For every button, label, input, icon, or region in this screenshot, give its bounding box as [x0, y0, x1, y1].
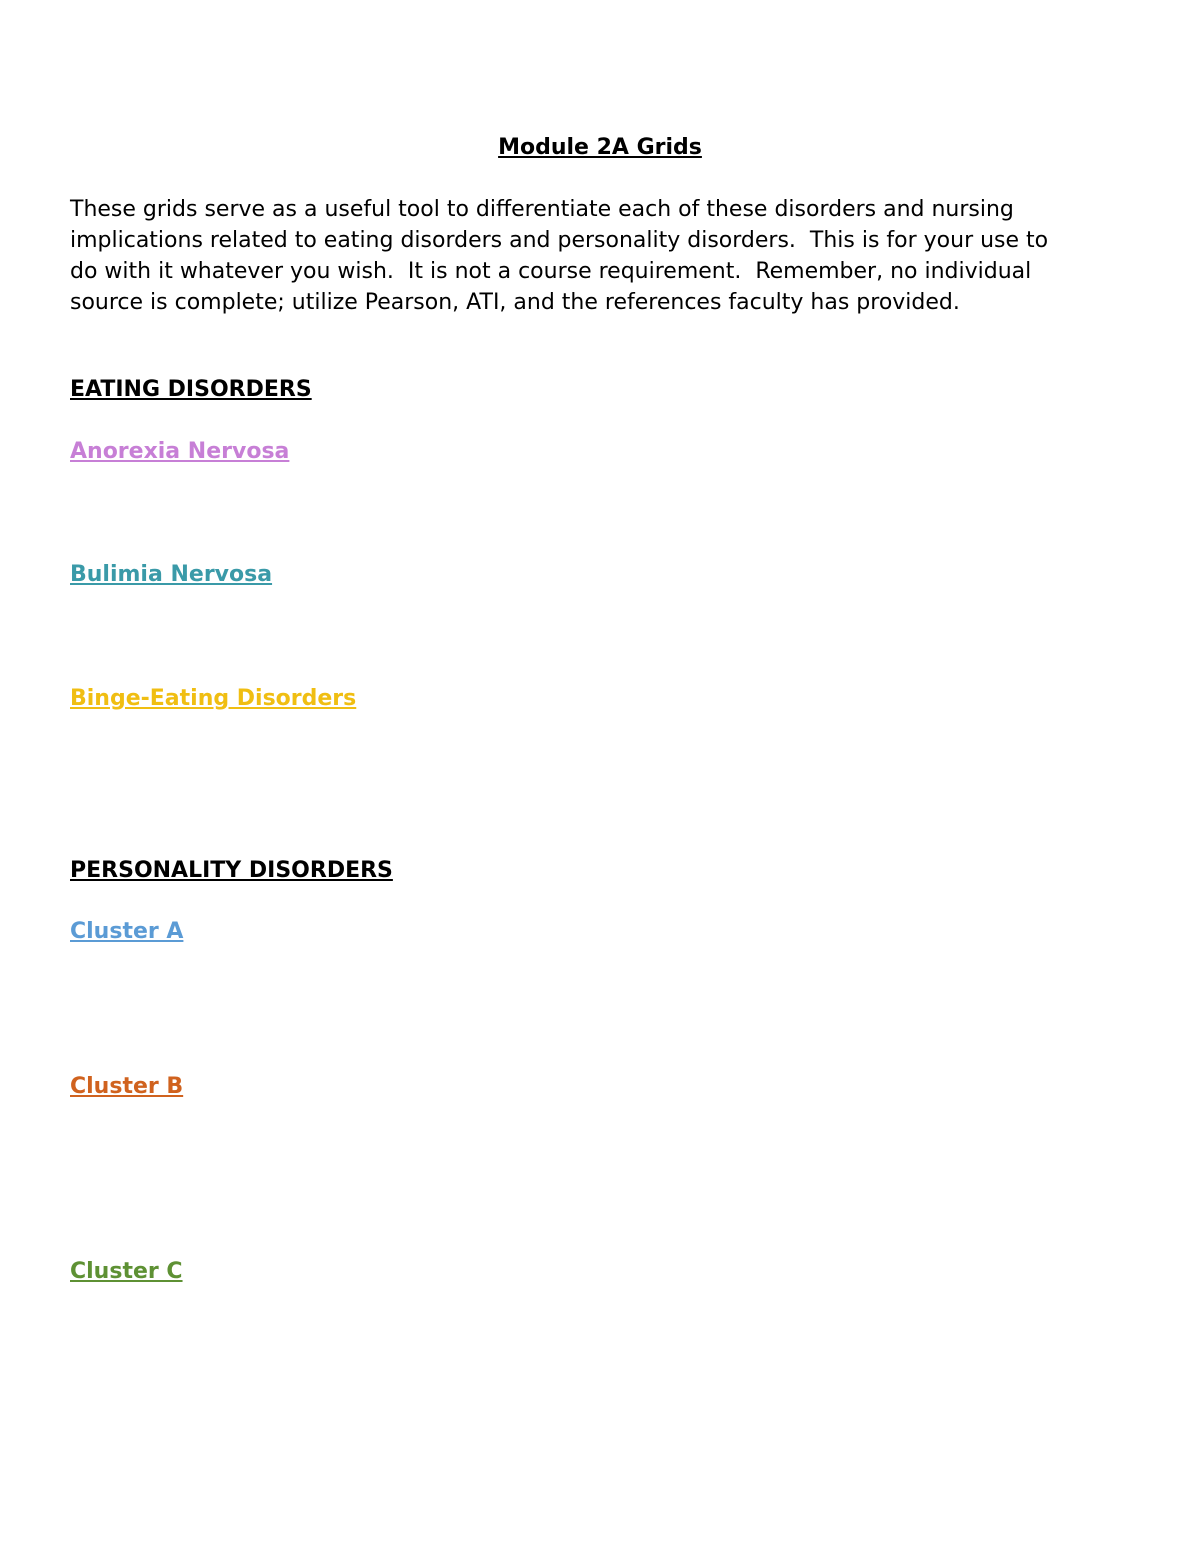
personality-disorders-heading: PERSONALITY DISORDERS	[70, 858, 393, 883]
bulimia-nervosa-heading: Bulimia Nervosa	[70, 562, 273, 587]
intro-line: do with it whatever you wish. It is not a course requirement. Remember, no individual	[70, 259, 1032, 284]
intro-line: implications related to eating disorders and personality disorders. This is for your use to	[70, 228, 1049, 253]
cluster-a-heading: Cluster A	[70, 919, 184, 944]
binge-eating-disorders-heading: Binge-Eating Disorders	[70, 686, 357, 711]
eating-disorders-heading: EATING DISORDERS	[70, 377, 312, 402]
document-title: Module 2A Grids	[498, 135, 702, 160]
cluster-c-heading: Cluster C	[70, 1259, 183, 1284]
anorexia-nervosa-heading: Anorexia Nervosa	[70, 439, 290, 464]
cluster-b-heading: Cluster B	[70, 1074, 184, 1099]
intro-paragraph	[70, 194, 1140, 318]
intro-line: These grids serve as a useful tool to differentiate each of these disorders and nursing	[70, 197, 1014, 222]
intro-line: source is complete; utilize Pearson, ATI, and the references faculty has provided.	[70, 290, 960, 315]
